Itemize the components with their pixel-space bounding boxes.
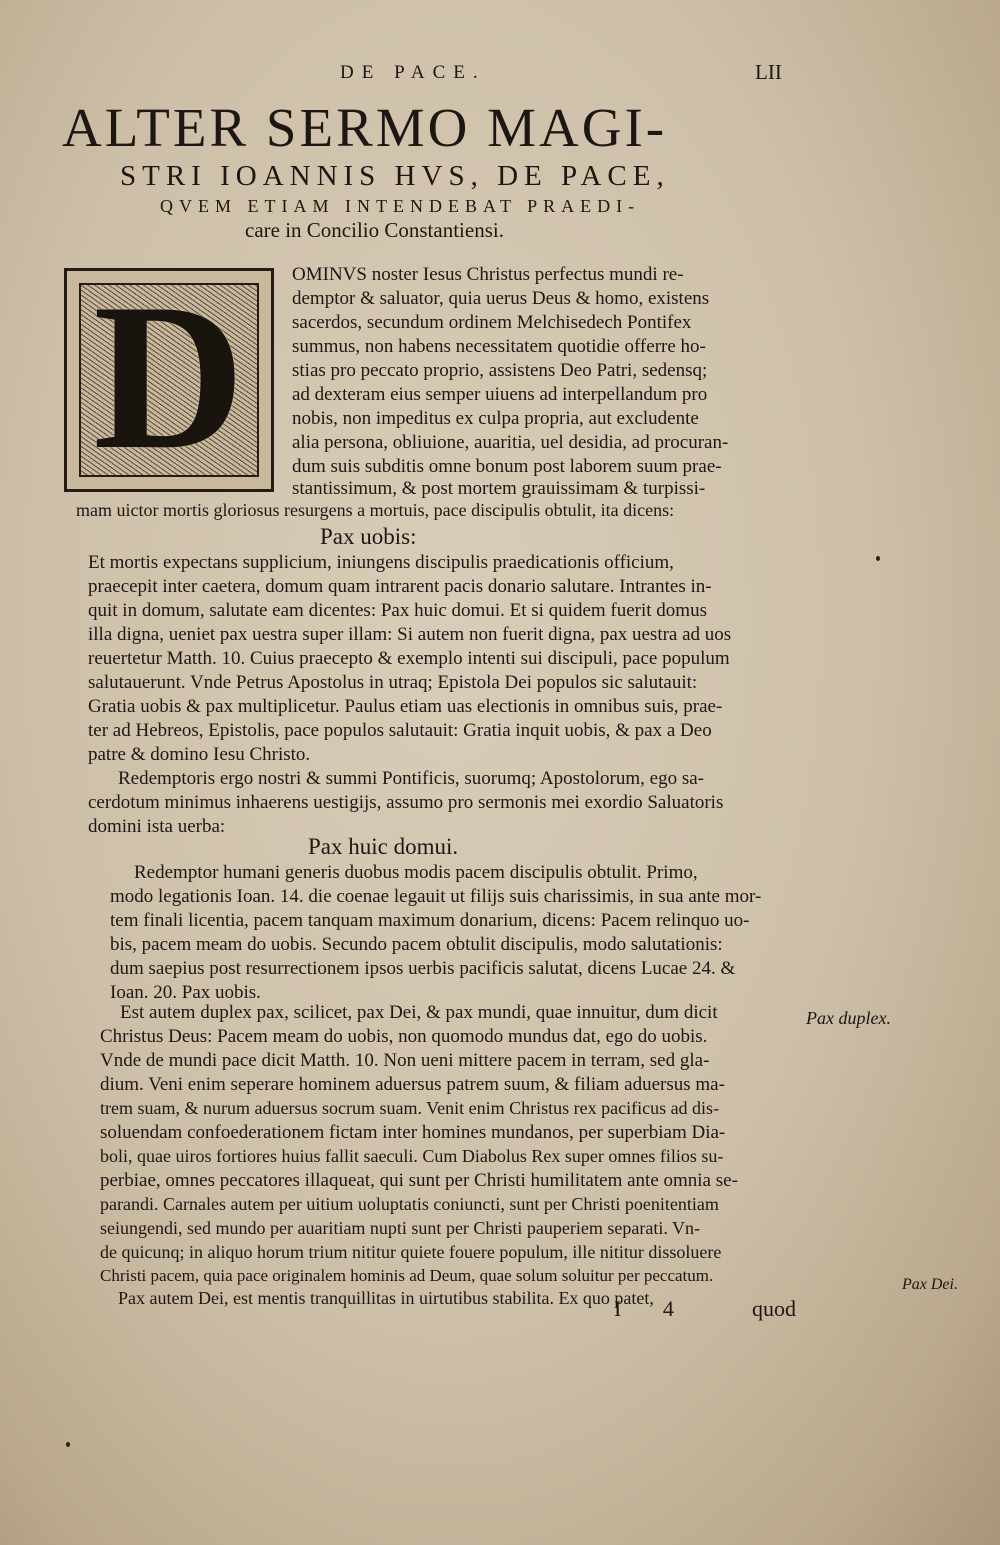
text-line: nobis, non impeditus ex culpa propria, aut excludente [292,408,699,429]
text-line: ad dexteram eius semper uiuens ad interpellandum pro [292,384,708,405]
signature-mark: I 4 [614,1296,692,1321]
title-line-1: ALTER SERMO MAGI- [62,97,668,158]
text-line: Christi pacem, quia pace originalem hominis ad Deum, quae solum soluitur per peccatum. [100,1266,714,1285]
text-line: Pax autem Dei, est mentis tranquillitas in uirtutibus stabilita. Ex quo patet, [118,1288,654,1308]
text-line: Redemptor humani generis duobus modis pacem discipulis obtulit. Primo, [134,862,698,883]
text-line: Redemptoris ergo nostri & summi Pontificis, suorumq; Apostolorum, ego sa- [118,768,704,789]
text-line: Christus Deus: Pacem meam do uobis, non quomodo mundus dat, ego do uobis. [100,1026,708,1047]
ink-speck [66,1442,70,1447]
text-line: domini ista uerba: [88,816,226,837]
text-line: dium. Veni enim seperare hominem aduersus patrem suum, & filiam aduersus ma- [100,1074,725,1095]
title-line-4: care in Concilio Constantiensi. [245,218,504,242]
text-line: alia persona, obliuione, auaritia, uel desidia, ad procuran- [292,432,729,453]
text-line: patre & domino Iesu Christo. [88,744,311,765]
text-line: bis, pacem meam do uobis. Secundo pacem obtulit discipulis, modo salutationis: [110,934,723,955]
text-line: stantissimum, & post mortem grauissimam & turpissi- [292,478,706,499]
drop-cap-letter: D [93,261,245,493]
text-line: tem finali licentia, pacem tanquam maximum donarium, dicens: Pacem relinquo uo- [110,910,750,931]
title-line-3: QVEM ETIAM INTENDEBAT PRAEDI- [160,196,641,216]
marginal-note-pax-dei: Pax Dei. [902,1276,958,1293]
running-head: DE PACE. [340,62,486,83]
text-line: dum suis subditis omne bonum post laborem suum prae- [292,456,722,477]
text-line: de quicunq; in aliquo horum trium nititur quiete fouere populum, ille nititur dissoluere [100,1242,722,1262]
text-line: reuertetur Matth. 10. Cuius praecepto & exemplo intenti sui discipuli, pace populum [88,648,730,669]
text-line: dum saepius post resurrectionem ipsos uerbis pacificis salutat, dicens Lucae 24. & [110,958,736,979]
text-line: demptor & saluator, quia uerus Deus & homo, existens [292,288,710,309]
ink-speck [876,556,880,561]
text-line: sacerdos, secundum ordinem Melchisedech Pontifex [292,312,692,333]
text-line: boli, quae uiros fortiores huius fallit saeculi. Cum Diabolus Rex super omnes filios su- [100,1146,724,1166]
text-line: illa digna, ueniet pax uestra super illam: Si autem non fuerit digna, pax uestra ad uos [88,624,732,645]
text-line: OMINVS noster Iesus Christus perfectus mundi re- [292,264,684,285]
subheading-pax-uobis: Pax uobis: [320,524,417,549]
text-line: summus, non habens necessitatem quotidie offerre ho- [292,336,706,357]
text-line: Vnde de mundi pace dicit Matth. 10. Non ueni mittere pacem in terram, sed gla- [100,1050,710,1071]
text-line: trem suam, & nurum aduersus socrum suam. Venit enim Christus rex pacificus ad dis- [100,1098,720,1118]
subheading-pax-huic-domui: Pax huic domui. [308,834,459,859]
text-line: parandi. Carnales autem per uitium uoluptatis coniuncti, sunt per Christi poenitentiam [100,1194,719,1214]
text-line: perbiae, omnes peccatores illaqueat, qui sunt per Christi humilitatem ante omnia se- [100,1170,738,1191]
text-line: seiungendi, sed mundo per auaritiam nupti sunt per Christi pauperiem separati. Vn- [100,1218,701,1238]
catchword: quod [752,1296,796,1321]
text-line: ter ad Hebreos, Epistolis, pace populos salutauit: Gratia inquit uobis, & pax a Deo [88,720,712,741]
folio-number: LII [755,60,782,84]
text-line: Est autem duplex pax, scilicet, pax Dei, & pax mundi, quae innuitur, dum dicit [120,1002,718,1023]
text-line: soluendam confoederationem fictam inter homines mundanos, per superbiam Dia- [100,1122,726,1143]
text-line: Et mortis expectans supplicium, iniungens discipulis praedicationis officium, [88,552,674,573]
text-line: Ioan. 20. Pax uobis. [110,982,261,1003]
text-line: quit in domum, salutate eam dicentes: Pax huic domui. Et si quidem fuerit domus [88,600,707,621]
text-line: salutauerunt. Vnde Petrus Apostolus in utraq; Epistola Dei populos sic salutauit: [88,672,698,693]
text-line: praecepit inter caetera, domum quam intrarent pacis donario salutare. Intrantes in- [88,576,712,597]
decorated-initial [64,261,274,493]
text-line: cerdotum minimus inhaerens uestigijs, assumo pro sermonis mei exordio Saluatoris [88,792,724,813]
text-line: mam uictor mortis gloriosus resurgens a mortuis, pace discipulis obtulit, ita dicens: [76,500,675,520]
marginal-note-pax-duplex: Pax duplex. [806,1008,891,1028]
text-line: modo legationis Ioan. 14. die coenae legauit ut filijs suis charissimis, in sua ante mor- [110,886,762,907]
text-line: Gratia uobis & pax multiplicetur. Paulus etiam uas electionis in omnibus suis, prae- [88,696,723,717]
text-line: stias pro peccato proprio, assistens Deo Patri, sedensq; [292,360,708,381]
title-line-2: STRI IOANNIS HVS, DE PACE, [120,160,670,192]
